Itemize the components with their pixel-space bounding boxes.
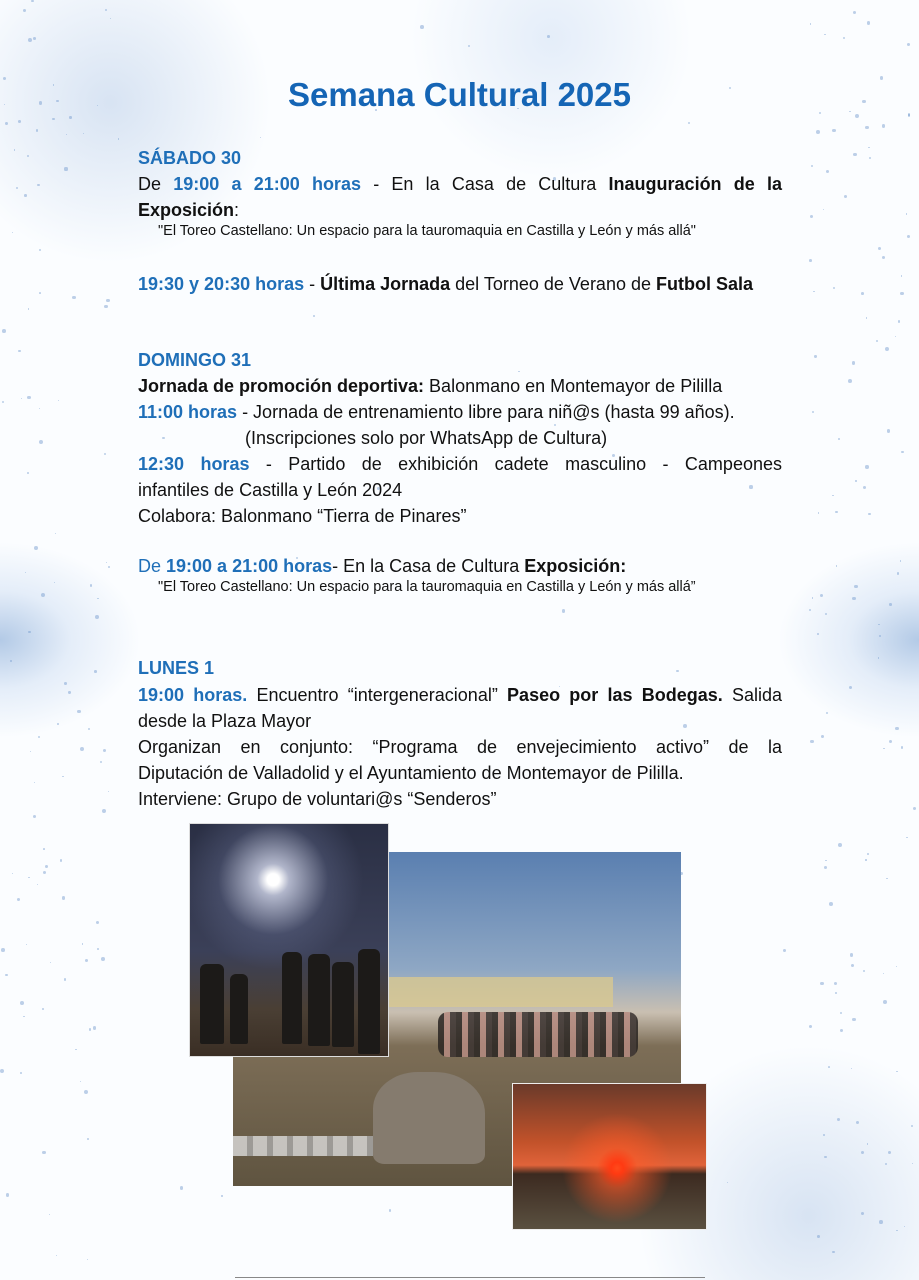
- speck: [855, 480, 856, 481]
- speck: [77, 710, 80, 713]
- speck: [89, 1028, 92, 1031]
- speck: [39, 249, 41, 251]
- speck: [823, 1134, 825, 1136]
- speck: [817, 1235, 820, 1238]
- monday-line-4: Diputación de Valladolid y el Ayuntamiento de Montemayor de Pililla.: [138, 763, 684, 783]
- speck: [834, 982, 837, 985]
- speck: [883, 748, 884, 749]
- saturday-line-3: [138, 271, 782, 297]
- day-heading-monday: LUNES 1: [138, 658, 215, 678]
- sunday-line-2: [138, 399, 782, 425]
- speck: [855, 114, 859, 118]
- speck: [867, 21, 870, 24]
- sunday-line-1: [138, 373, 782, 399]
- speck: [62, 896, 65, 899]
- bold-text: Exposición:: [524, 556, 627, 576]
- speck: [882, 124, 885, 127]
- speck: [883, 973, 884, 974]
- speck: [221, 1195, 222, 1196]
- speck: [825, 860, 827, 862]
- speck: [104, 305, 107, 308]
- speck: [906, 837, 907, 838]
- speck: [2, 329, 6, 333]
- speck: [97, 948, 99, 950]
- speck: [518, 371, 519, 372]
- sunday-line-6: Colabora: Balonmano “Tierra de Pinares”: [138, 506, 467, 526]
- speck: [832, 1251, 834, 1253]
- speck: [856, 1121, 859, 1124]
- speck: [882, 256, 885, 259]
- speck: [809, 259, 812, 262]
- speck: [883, 1000, 887, 1004]
- speck: [861, 292, 864, 295]
- speck: [878, 247, 881, 250]
- text: De: [138, 556, 167, 576]
- speck: [809, 1025, 812, 1028]
- bold-text: Futbol Sala: [656, 274, 754, 294]
- speck: [838, 438, 840, 440]
- text: - En la Casa de Cultura: [373, 174, 597, 194]
- speck: [72, 296, 75, 299]
- speck: [851, 964, 854, 967]
- time-range: 19:00 a 21:00 horas: [173, 174, 361, 194]
- speck: [837, 1118, 840, 1121]
- monday-line-5: Interviene: Grupo de voluntari@s “Senderos”: [138, 789, 497, 809]
- exhibition-quote: "El Toreo Castellano: Un espacio para la tauromaquia en Castilla y León y más allá”: [158, 579, 696, 595]
- speck: [23, 9, 26, 12]
- speck: [83, 133, 84, 134]
- speck: [816, 130, 820, 134]
- speck: [853, 11, 856, 14]
- day-heading-saturday: SÁBADO 30: [138, 148, 242, 168]
- speck: [824, 1156, 827, 1159]
- speck: [64, 167, 67, 170]
- speck: [18, 120, 21, 123]
- speck: [835, 511, 838, 514]
- speck: [812, 411, 814, 413]
- time: 11:00 horas: [138, 402, 238, 422]
- text: De: [138, 174, 162, 194]
- speck: [80, 747, 84, 751]
- speck: [10, 660, 12, 662]
- speck: [20, 1001, 24, 1005]
- speck: [879, 1220, 883, 1224]
- speck: [28, 308, 29, 309]
- speck: [180, 1186, 183, 1189]
- text: del Torneo de Verano de: [450, 274, 656, 294]
- speck: [829, 902, 833, 906]
- speck: [57, 723, 59, 725]
- speck: [824, 34, 826, 36]
- speck: [867, 853, 869, 855]
- monday-line-3: Organizan en conjunto: “Programa de envejecimiento activo” de la: [138, 737, 782, 757]
- photo-sunset: [512, 1083, 707, 1230]
- monday-line-2: desde la Plaza Mayor: [138, 711, 312, 731]
- bold-text: Inauguración de la: [608, 174, 782, 194]
- speck: [68, 691, 70, 693]
- bold-text: Exposición: [138, 200, 235, 220]
- speck: [817, 633, 819, 635]
- speck: [906, 213, 908, 215]
- speck: [50, 962, 51, 963]
- time-range: 19:00 a 21:00 horas: [166, 556, 333, 576]
- speck: [313, 315, 315, 317]
- speck: [901, 275, 902, 276]
- speck: [69, 116, 71, 118]
- speck: [900, 560, 901, 561]
- speck: [14, 149, 16, 151]
- text: Encuentro “intergeneracional”: [256, 685, 498, 705]
- speck: [852, 1018, 855, 1021]
- sunday-line-3: (Inscripciones solo por WhatsApp de Cultura): [245, 428, 608, 448]
- exhibition-quote: "El Toreo Castellano: Un espacio para la tauromaquia en Castilla y León y más allá": [158, 223, 696, 239]
- speck: [16, 187, 18, 189]
- sunday-line-7: [138, 553, 782, 579]
- time: 19:00 horas.: [138, 685, 248, 705]
- speck: [43, 848, 45, 850]
- speck: [868, 513, 871, 516]
- speck: [420, 25, 424, 29]
- sunday-line-5: infantiles de Castilla y León 2024: [138, 480, 403, 500]
- text: - En la Casa de Cultura: [332, 556, 525, 576]
- speck: [1, 948, 5, 952]
- speck: [110, 18, 111, 19]
- speck: [30, 751, 31, 752]
- speck: [56, 1255, 57, 1256]
- speck: [33, 815, 36, 818]
- speck: [676, 670, 679, 673]
- speck: [94, 670, 97, 673]
- bold-text: Jornada de promoción deportiva:: [138, 376, 425, 396]
- speck: [41, 593, 45, 597]
- text: - Partido de exhibición cadete masculino - Campeones: [265, 454, 782, 474]
- speck: [907, 235, 910, 238]
- speck: [824, 866, 827, 869]
- text: Balonmano en Montemayor de Pililla: [424, 376, 723, 396]
- speck: [865, 126, 868, 129]
- speck: [34, 546, 38, 550]
- text: Salida: [731, 685, 782, 705]
- text: -: [304, 274, 321, 294]
- speck: [562, 609, 565, 612]
- speck: [811, 165, 813, 167]
- speck: [6, 1193, 10, 1197]
- sunday-line-4: [138, 451, 782, 477]
- speck: [64, 682, 67, 685]
- speck: [783, 949, 786, 952]
- saturday-line-2: [138, 197, 782, 223]
- speck: [118, 138, 120, 140]
- speck: [42, 1151, 45, 1154]
- speck: [865, 465, 868, 468]
- page-title: Semana Cultural 2025: [288, 76, 631, 113]
- time: 12:30 horas: [138, 454, 250, 474]
- speck: [547, 35, 550, 38]
- speck: [863, 970, 865, 972]
- speck: [895, 727, 899, 731]
- speck: [814, 355, 816, 357]
- speck: [5, 974, 7, 976]
- saturday-line-1: [138, 171, 782, 197]
- speck: [5, 122, 8, 125]
- day-heading-sunday: DOMINGO 31: [138, 350, 252, 370]
- speck: [27, 155, 29, 157]
- monday-line-1: [138, 682, 782, 708]
- speck: [75, 1049, 76, 1050]
- speck: [889, 603, 892, 606]
- bold-text: Paseo por las Bodegas.: [507, 685, 723, 705]
- speck: [688, 122, 690, 124]
- speck: [901, 746, 903, 748]
- speck: [2, 401, 4, 403]
- speck: [106, 299, 110, 303]
- speck: [20, 1072, 22, 1074]
- speck: [865, 859, 866, 860]
- speck: [85, 959, 88, 962]
- speck: [887, 429, 891, 433]
- text: :: [234, 200, 240, 220]
- text: - Jornada de entrenamiento libre para niñ@s (hasta 99 años).: [237, 402, 735, 422]
- bold-text: Última Jornada: [320, 274, 451, 294]
- speck: [52, 118, 54, 120]
- photo-night-sky-observation: [189, 823, 389, 1057]
- bottom-rule: [235, 1277, 705, 1278]
- speck: [108, 566, 110, 568]
- speck: [24, 194, 27, 197]
- time-range: 19:30 y 20:30 horas: [138, 274, 305, 294]
